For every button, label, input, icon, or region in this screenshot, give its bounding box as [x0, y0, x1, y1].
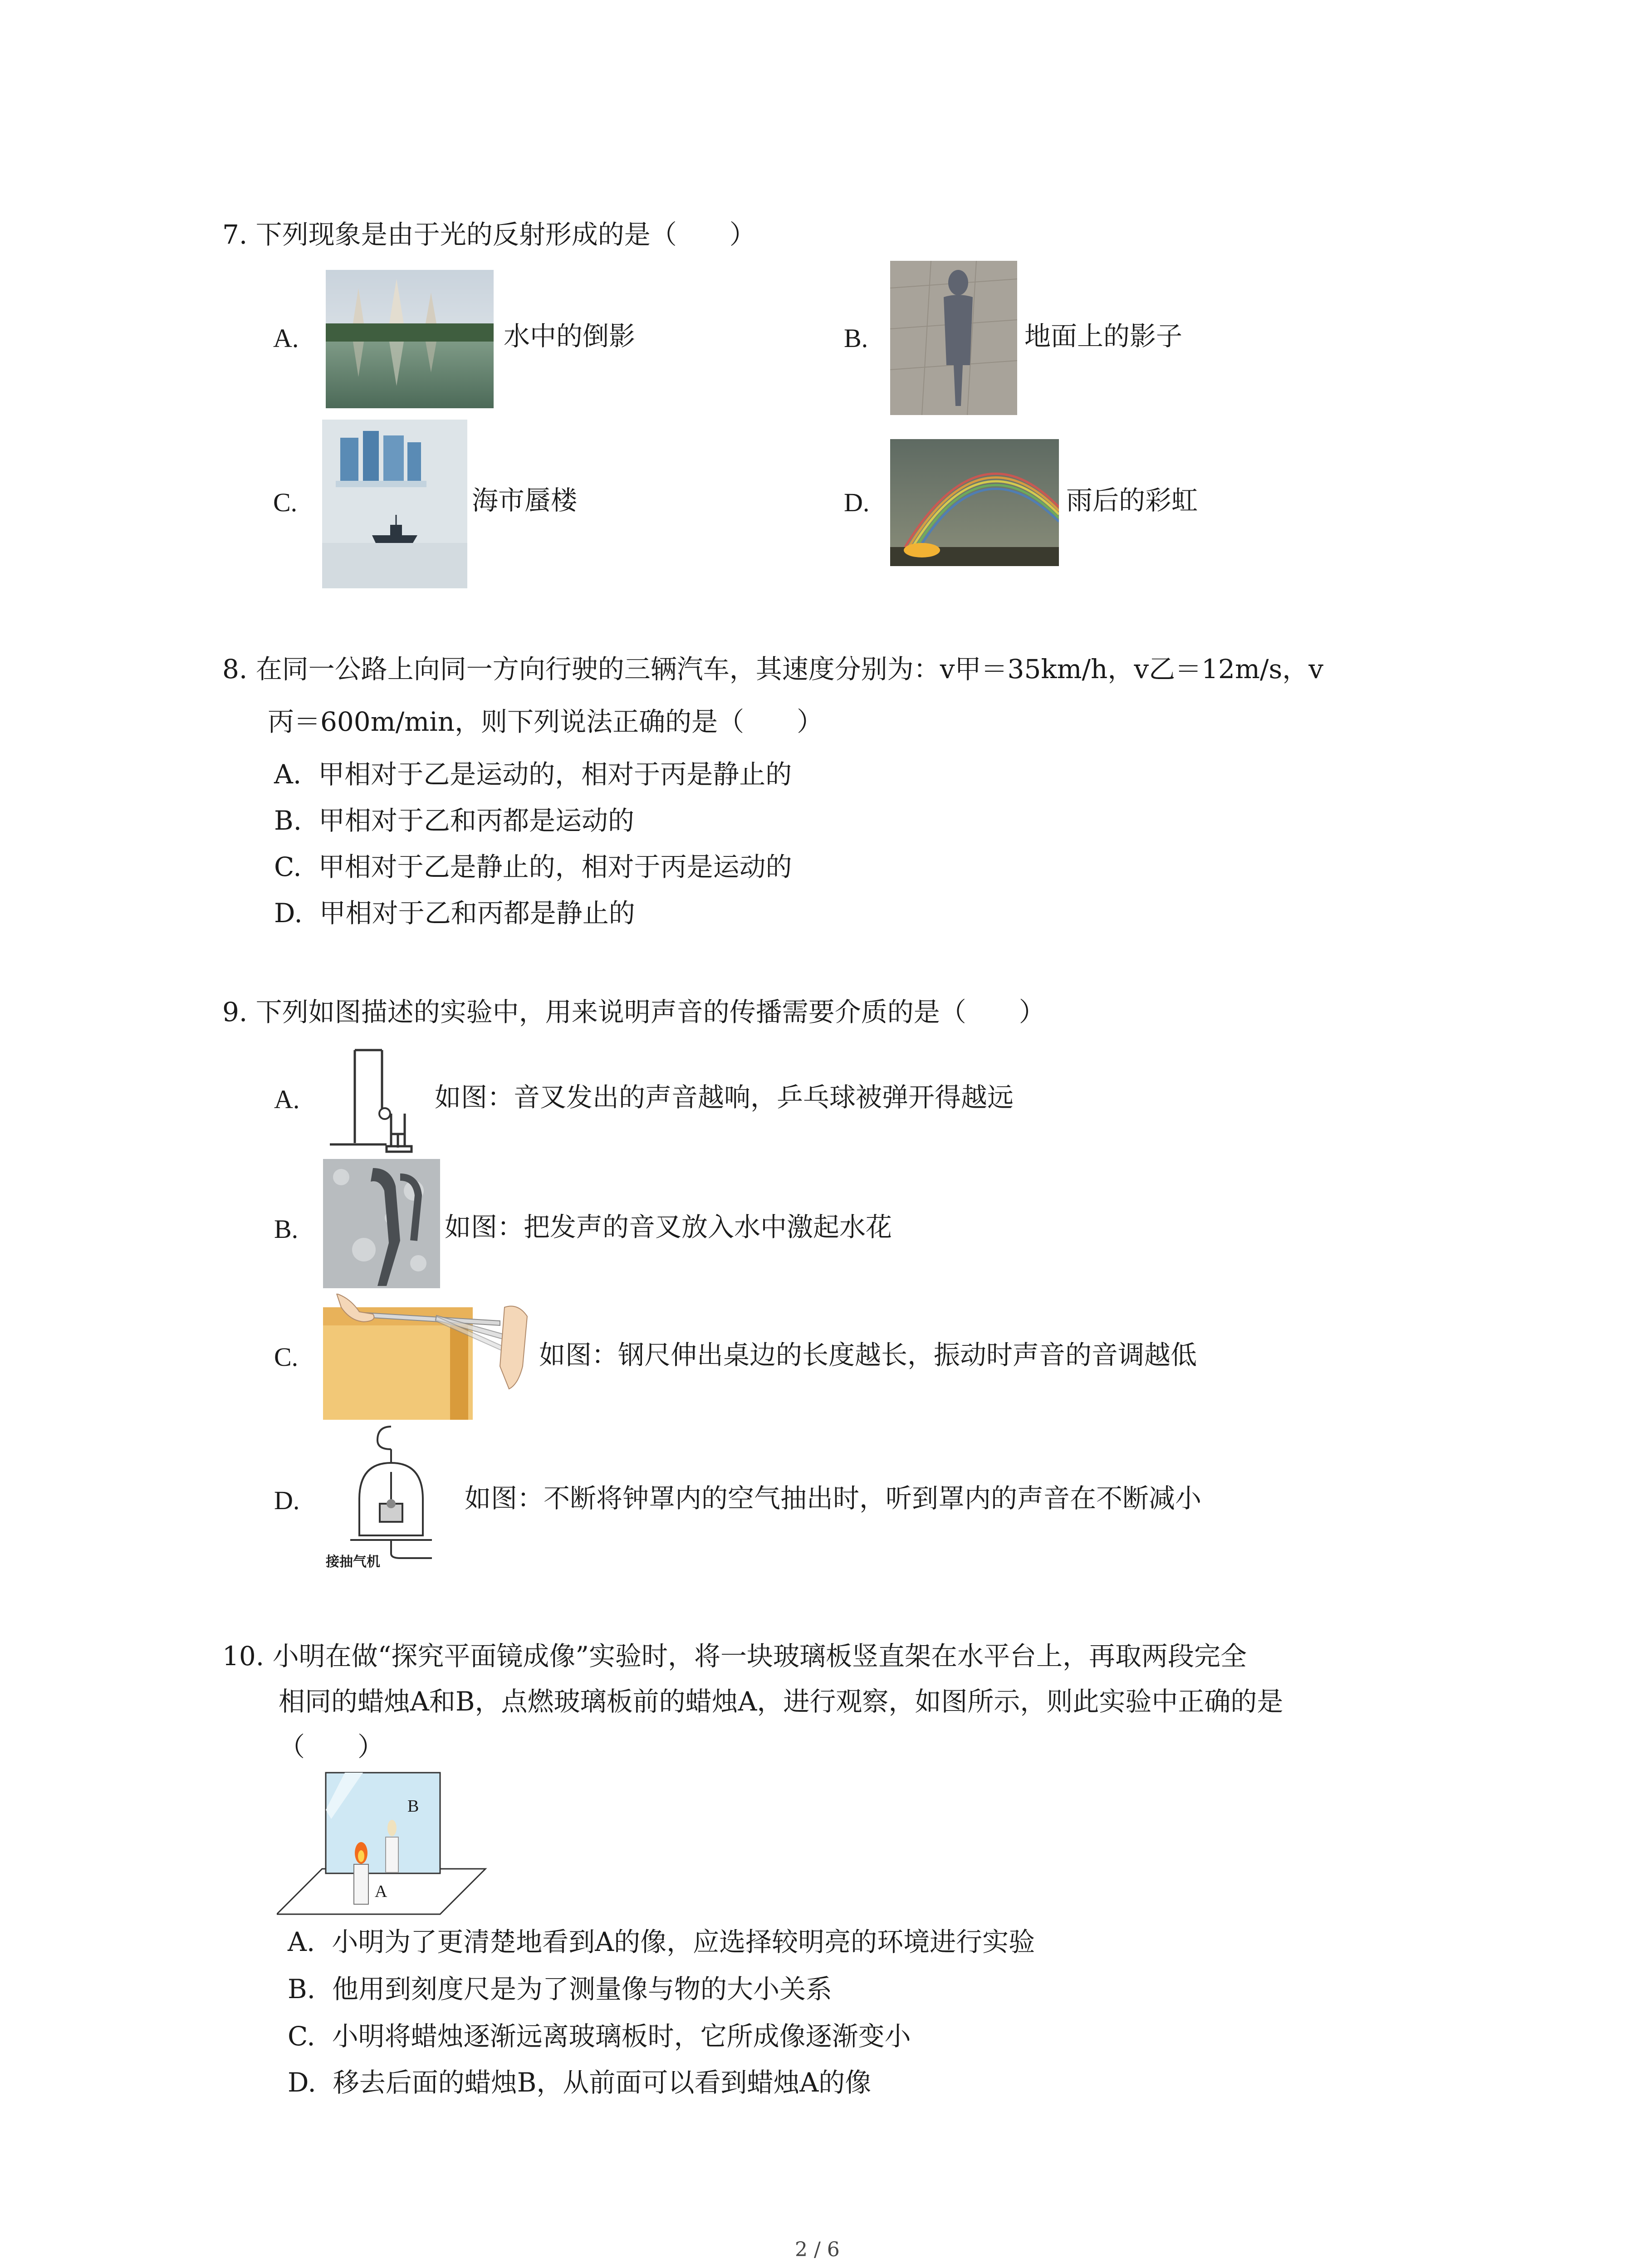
- q9-option-b-photo-fork-in-water: [323, 1159, 440, 1288]
- q7-option-a-text: 水中的倒影: [504, 321, 636, 352]
- page-number: 2 / 6: [795, 2238, 840, 2261]
- q7-option-b-letter: B.: [844, 323, 868, 353]
- q8-option-d-text: 甲相对于乙和丙都是静止的: [319, 898, 635, 929]
- q7-option-c-letter: C.: [273, 488, 298, 517]
- q10-option-d[interactable]: [288, 2069, 871, 2096]
- q7-option-c-photo-mirage: [322, 420, 467, 588]
- q10-stem-line1: 10. 小明在做“探究平面镜成像”实验时，将一块玻璃板竖直架在水平台上，再取两段完全: [222, 1641, 1247, 1672]
- q9-option-a-letter: A.: [274, 1085, 300, 1114]
- q8-speed-bing-head: v: [1308, 654, 1324, 684]
- q10-figure-label-a: A: [375, 1882, 387, 1901]
- q9-option-c-letter: C.: [274, 1342, 299, 1372]
- q10-option-b-letter: B.: [288, 1974, 316, 2004]
- q10-option-c-letter: C.: [288, 2021, 315, 2052]
- q10-figure-label-b: B: [407, 1797, 419, 1816]
- q7-option-d-text: 雨后的彩虹: [1066, 485, 1198, 516]
- q8-stem-line1: [222, 656, 1323, 682]
- q8-option-b-letter: B.: [274, 805, 302, 836]
- q9-pump-label: 接抽气机: [326, 1554, 380, 1570]
- q7-option-a-letter: A.: [273, 323, 299, 353]
- q10-option-d-text: 移去后面的蜡烛B，从前面可以看到蜡烛A的像: [333, 2067, 872, 2098]
- q10-stem-line2: 相同的蜡烛A和B，点燃玻璃板前的蜡烛A，进行观察，如图所示，则此实验中正确的是: [279, 1686, 1283, 1717]
- q10-stem-line3: （ ）: [279, 1731, 384, 1762]
- q10-option-b[interactable]: [288, 1976, 832, 2002]
- q10-option-a-letter: A.: [288, 1926, 315, 1957]
- q10-option-c[interactable]: [288, 2021, 911, 2052]
- q8-option-b-text: 甲相对于乙和丙都是运动的: [318, 805, 634, 836]
- q7-option-d-photo-rainbow: [890, 439, 1059, 566]
- q8-option-b[interactable]: [274, 807, 634, 834]
- q8-speed-jia: v甲＝35km/h，: [940, 654, 1134, 684]
- q10-option-d-letter: D.: [288, 2067, 316, 2098]
- q9-option-c-figure-ruler-desk: [323, 1294, 536, 1420]
- q8-option-a-text: 甲相对于乙是运动的，相对于丙是静止的: [318, 759, 792, 790]
- q10-option-b-text: 他用到刻度尺是为了测量像与物的大小关系: [332, 1974, 832, 2004]
- q8-option-a[interactable]: [274, 759, 792, 790]
- q8-stem-line2: 丙＝600m/min，则下列说法正确的是（ ）: [268, 706, 823, 737]
- q8-option-c[interactable]: [274, 851, 792, 882]
- q9-option-b-letter: B.: [274, 1214, 299, 1244]
- q10-option-c-text: 小明将蜡烛逐渐远离玻璃板时，它所成像逐渐变小: [332, 2021, 911, 2052]
- q9-option-c-text: 如图：钢尺伸出桌边的长度越长，振动时声音的音调越低: [539, 1339, 1197, 1370]
- q8-option-c-letter: C.: [274, 851, 302, 882]
- q7-option-d-letter: D.: [844, 488, 870, 517]
- q10-option-a[interactable]: [288, 1926, 1035, 1957]
- q8-stem-prefix: 8. 在同一公路上向同一方向行驶的三辆汽车，其速度分别为：: [222, 654, 940, 684]
- q10-option-a-text: 小明为了更清楚地看到A的像，应选择较明亮的环境进行实验: [332, 1926, 1035, 1957]
- q9-stem: 9. 下列如图描述的实验中，用来说明声音的传播需要介质的是（ ）: [222, 997, 1045, 1027]
- q9-option-b-text: 如图：把发声的音叉放入水中激起水花: [445, 1212, 892, 1242]
- q7-option-b-text: 地面上的影子: [1024, 321, 1183, 352]
- q7-option-c-text: 海市蜃楼: [472, 485, 578, 516]
- q9-option-a-text: 如图：音叉发出的声音越响，乒乓球被弹开得越远: [435, 1082, 1014, 1113]
- q9-option-d-text: 如图：不断将钟罩内的空气抽出时，听到罩内的声音在不断减小: [465, 1483, 1202, 1514]
- q8-option-d[interactable]: [274, 898, 635, 929]
- q8-option-d-letter: D.: [274, 898, 303, 929]
- q9-option-d-letter: D.: [274, 1486, 300, 1515]
- q7-option-b-photo-shadow: [890, 261, 1017, 415]
- q8-option-c-text: 甲相对于乙是静止的，相对于丙是运动的: [318, 851, 792, 882]
- q8-option-a-letter: A.: [274, 759, 302, 790]
- q7-stem: 7. 下列现象是由于光的反射形成的是（ ）: [222, 219, 756, 250]
- q7-option-a-photo-reflection: [326, 270, 494, 408]
- q9-option-a-figure-tuning-fork: [323, 1041, 427, 1154]
- q8-speed-yi: v乙＝12m/s，: [1134, 654, 1309, 684]
